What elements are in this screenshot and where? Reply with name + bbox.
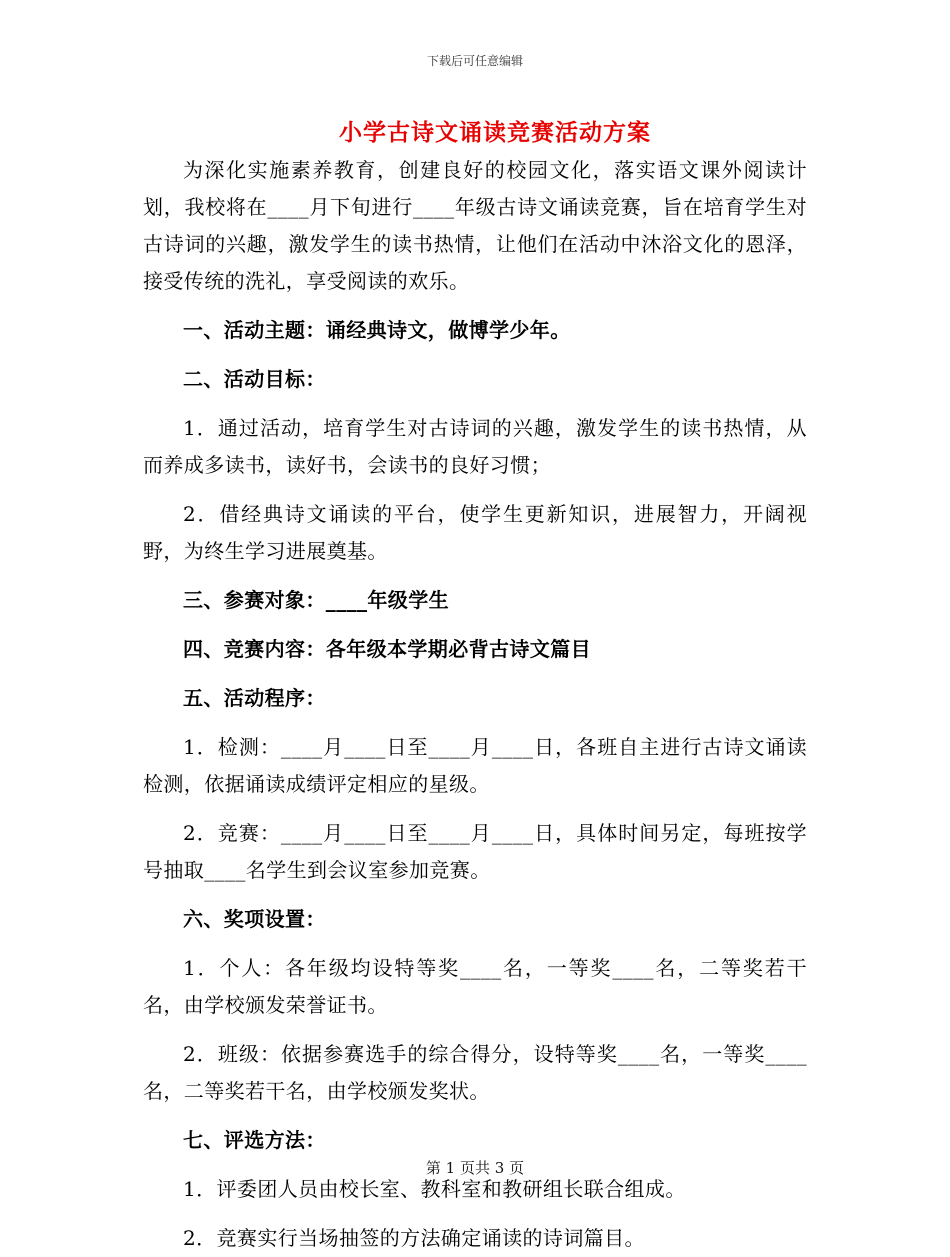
awards-item-2: 2．班级：依据参赛选手的综合得分，设特等奖____名，一等奖____名，二等奖若干名，由学校颁发奖状。	[143, 1042, 807, 1103]
procedure-item-2: 2．竞赛：____月____日至____月____日，具体时间另定，每班按学号抽取____名学生到会议室参加竞赛。	[143, 821, 807, 882]
page-footer: 第 1 页共 3 页	[425, 1159, 525, 1177]
section-goals-heading: 二、活动目标：	[183, 367, 326, 391]
goals-item-2: 2．借经典诗文诵读的平台，使学生更新知识，进展智力，开阔视野，为终生学习进展奠基。	[143, 502, 807, 563]
section-procedure-heading: 五、活动程序：	[183, 686, 326, 710]
judging-item-1: 1．评委团人员由校长室、教科室和教研组长联合组成。	[183, 1177, 686, 1201]
judging-item-2: 2．竞赛实行当场抽签的方法确定诵读的诗词篇目。	[183, 1226, 645, 1250]
goals-item-1: 1．通过活动，培育学生对古诗词的兴趣，激发学生的读书热情，从而养成多读书，读好书，会读书的良好习惯；	[143, 416, 807, 477]
section-theme-heading: 一、活动主题：诵经典诗文，做博学少年。	[183, 318, 571, 342]
section-participants-heading: 三、参赛对象：____年级学生	[183, 588, 449, 612]
section-awards-heading: 六、奖项设置：	[183, 907, 326, 931]
section-judging-heading: 七、评选方法：	[183, 1128, 326, 1152]
awards-item-1: 1．个人：各年级均设特等奖____名，一等奖____名，二等奖若干名，由学校颁发荣誉证书。	[143, 956, 807, 1017]
document-body	[143, 152, 807, 1257]
document-title: 小学古诗文诵读竞赛活动方案	[339, 119, 651, 146]
intro-paragraph: 为深化实施素养教育，创建良好的校园文化，落实语文课外阅读计划，我校将在____月下旬进行____年级古诗文诵读竞赛，旨在培育学生对古诗词的兴趣，激发学生的读书热情，让他们在活动中沐浴文化的恩泽，接受传统的洗礼，享受阅读的欢乐。	[143, 158, 807, 293]
section-content-heading: 四、竞赛内容：各年级本学期必背古诗文篇目	[183, 637, 591, 661]
procedure-item-1: 1．检测：____月____日至____月____日，各班自主进行古诗文诵读检测，依据诵读成绩评定相应的星级。	[143, 735, 807, 796]
page-header: 下载后可任意编辑	[426, 54, 523, 68]
